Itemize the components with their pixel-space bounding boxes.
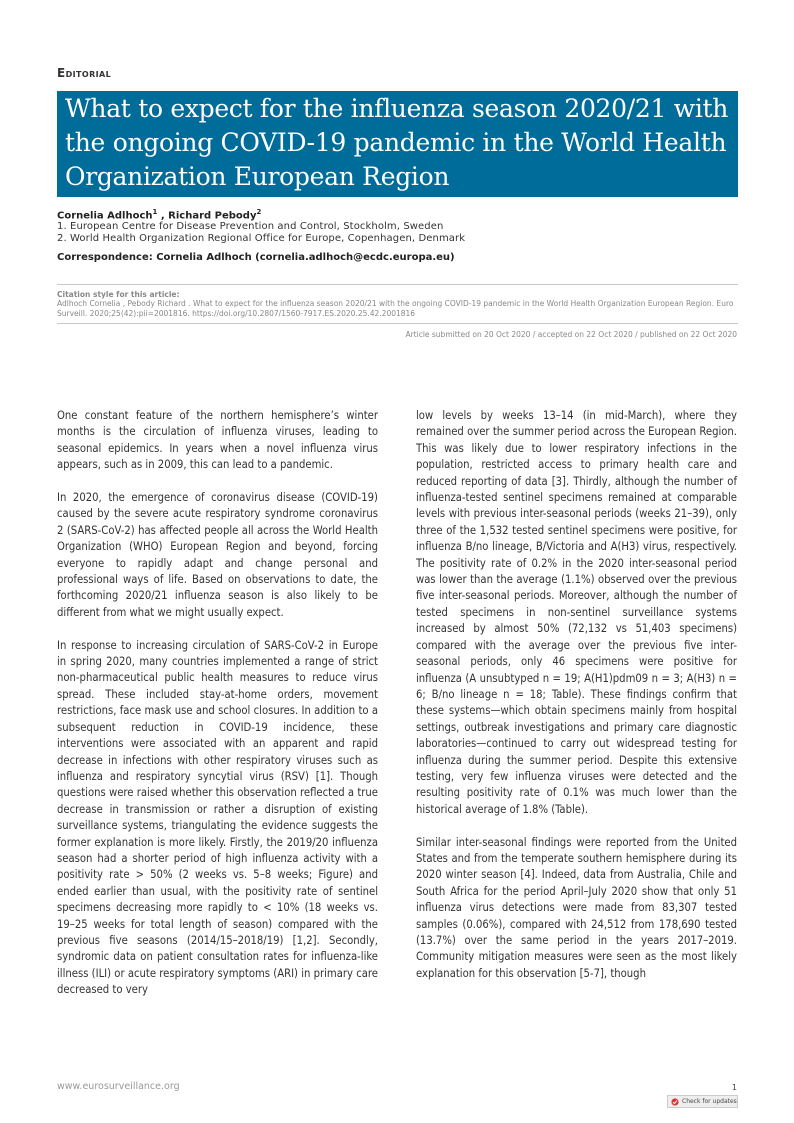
correspondence: Correspondence: Cornelia Adlhoch (cornelia.adlhoch@ecdc.europa.eu) xyxy=(57,252,455,263)
citation-heading: Citation style for this article: xyxy=(57,290,180,299)
title-banner xyxy=(57,91,738,197)
section-label: Editorial xyxy=(57,66,112,80)
footer-url-link[interactable]: www.eurosurveillance.org xyxy=(57,1081,180,1092)
body-paragraph: In 2020, the emergence of coronavirus disease (COVID-19) caused by the severe acute respiratory syndrome coronavirus 2 (SARS-CoV-2) has affected people all across the World Health Organization (WHO) European Region and beyond, forcing everyone to rapidly adapt and change personal and professional ways of life. Based on observations to date, the forthcoming 2020/21 influenza season is also likely to be different from what we might usually expect. xyxy=(57,491,378,619)
affiliation: 2. World Health Organization Regional Office for Europe, Copenhagen, Denmark xyxy=(57,233,466,244)
author-name: Richard Pebody xyxy=(168,210,257,222)
authors-line xyxy=(57,208,261,221)
body-paragraph: low levels by weeks 13–14 (in mid-March), where they remained over the summer period across the European Region. This was likely due to lower respiratory infections in the population, restricted access to primary health care and reduced reporting of data [3]. Thirdly, although the number of influenza-tested sentinel specimens remained at comparable levels with previous inter-seasonal periods (weeks 21–39), only three of the 1,532 tested sentinel specimens were positive, for influenza B/no lineage, B/Victoria and A(H3) virus, respectively. The positivity rate of 0.2% in the 2020 inter-seasonal period was lower than the average (1.1%) observed over the previous five inter-seasonal periods. Moreover, although the number of tested specimens in non-sentinel surveillance systems increased by almost 50% (72,132 vs 51,403 specimens) compared with the average over the previous five inter-seasonal periods, only 46 specimens were positive for influenza (A unsubtyped n = 19; A(H1)pdm09 n = 3; A(H3) n = 6; B/no lineage n = 18; Table). These findings confirm that these systems—which obtain specimens mainly from hospital settings, outbreak investigations and primary care diagnostic laboratories—continued to carry out widespread testing for influenza during the summer period. Despite this extensive testing, very few influenza viruses were detected and the resulting positivity rate of 0.1% was much lower than the historical average of 1.8% (Table). xyxy=(416,409,737,816)
check-for-updates-label: Check for updates xyxy=(682,1098,737,1105)
check-for-updates-button[interactable] xyxy=(667,1095,738,1108)
author-name: Cornelia Adlhoch xyxy=(57,210,153,222)
article-title: What to expect for the influenza season 2020/21 with the ongoing COVID-19 pandemic in the World Health Organization European Region xyxy=(65,94,729,191)
page-number: 1 xyxy=(731,1083,737,1092)
body-paragraph: One constant feature of the northern hemisphere’s winter months is the circulation of influenza viruses, leading to seasonal epidemics. In years when a novel influenza virus appears, such as in 2009, this can lead to a pandemic. xyxy=(57,409,378,472)
citation-text: Adlhoch Cornelia , Pebody Richard . What to expect for the influenza season 2020/21 with the ongoing COVID-19 pandemic in the World Health Organization European Region. Euro Surveill. 2020;25(42):pii=2001816. https://doi.org/10.2807/1560-7917.ES.2020.25.42.2001816 xyxy=(57,299,734,318)
body-column-right xyxy=(416,408,737,999)
author-affiliation-mark: 2 xyxy=(256,208,262,216)
divider xyxy=(57,323,738,324)
body-column-left xyxy=(57,408,378,1015)
body-paragraph: In response to increasing circulation of SARS-CoV-2 in Europe in spring 2020, many countries implemented a range of strict non-pharmaceutical public health measures to reduce virus spread. These included stay-at-home orders, movement restrictions, face mask use and school closures. In addition to a subsequent reduction in COVID-19 incidence, these interventions were associated with an apparent and rapid decrease in infections with other respiratory viruses such as influenza and respiratory syncytial virus (RSV) [1]. Though questions were raised whether this observation reflected a true decrease in transmission or rather a disruption of existing surveillance systems, triangulating the evidence suggests the former explanation is more likely. Firstly, the 2019/20 influenza season had a shorter period of high influenza activity with a positivity rate > 50% (2 weeks vs. 5–8 weeks; Figure) and ended earlier than usual, with the positivity rate of sentinel specimens decreasing more rapidly to < 10% (18 weeks vs. 19–25 weeks for total length of season) compared with the previous five seasons (2014/15–2018/19) [1,2]. Secondly, syndromic data on patient consultation rates for influenza-like illness (ILI) or acute respiratory symptoms (ARI) in primary care decreased to very xyxy=(57,638,378,997)
author-separator: , xyxy=(160,210,165,222)
article-dates: Article submitted on 20 Oct 2020 / accepted on 22 Oct 2020 / published on 22 Oct 2020 xyxy=(405,330,737,339)
check-updates-icon xyxy=(671,1098,679,1106)
divider xyxy=(57,284,738,285)
affiliation: 1. European Centre for Disease Prevention and Control, Stockholm, Sweden xyxy=(57,221,444,232)
author-affiliation-mark: 1 xyxy=(152,208,158,216)
body-paragraph: Similar inter-seasonal findings were reported from the United States and from the temperate southern hemisphere during its 2020 winter season [4]. Indeed, data from Australia, Chile and South Africa for the period April–July 2020 show that only 51 influenza virus detections were made from 83,307 tested samples (0.06%), compared with 24,512 from 178,690 tested (13.7%) over the same period in the years 2017–2019. Community mitigation measures were seen as the most likely explanation for this observation [5-7], though xyxy=(416,835,737,980)
